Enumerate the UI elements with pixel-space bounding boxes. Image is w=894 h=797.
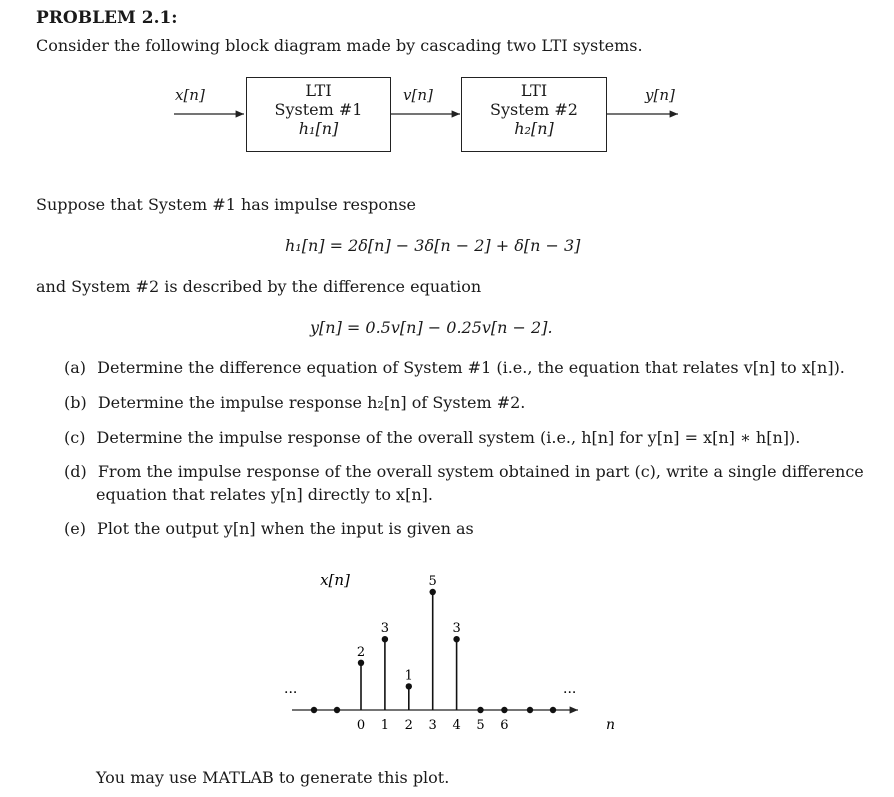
system1-line2: System #1 [274,100,363,119]
problem-title: PROBLEM 2.1: [36,8,178,28]
stem-signal-label: x[n] [320,571,350,589]
part-c-tag: (c) [64,428,86,447]
system2-line2: System #2 [490,100,578,119]
system2-line1: LTI [520,81,548,100]
part-e-tag: (e) [64,519,86,538]
stem-marker-0 [358,660,364,666]
zero-sample-right [527,707,533,713]
intro-text: Consider the following block diagram made by cascading two LTI systems. [36,36,643,55]
input-label: x[n] [175,86,205,104]
part-d-text: From the impulse response of the overall system obtained in part (c), write a single difference [97,462,864,481]
axis-label-n: n [606,717,616,733]
part-a-text: Determine the difference equation of System #1 (i.e., the equation that relates v[n] to x[n]). [97,358,845,377]
left-ellipsis: ··· [284,685,298,701]
stem-marker-6 [501,707,507,713]
stem-marker-2 [406,683,412,689]
stem-marker-5 [477,707,483,713]
system1-line1: LTI [305,81,332,100]
part-e-text: Plot the output y[n] when the input is given as [97,519,474,538]
equation-y: y[n] = 0.5v[n] − 0.25v[n − 2]. [310,318,553,337]
tick-label-0: 0 [356,718,366,733]
part-b-tag: (b) [64,393,87,412]
part-d-tag: (d) [64,462,87,481]
tick-label-2: 2 [404,718,413,733]
system2-line3: h₂[n] [514,119,554,138]
footer-text: You may use MATLAB to generate this plot. [96,768,450,787]
stem-value-label-4: 3 [452,621,461,637]
equation-h1: h₁[n] = 2δ[n] − 3δ[n − 2] + δ[n − 3] [285,236,581,255]
part-a-tag: (a) [64,358,87,377]
zero-sample-right [550,707,556,713]
zero-sample-left [311,707,317,713]
right-ellipsis: ··· [563,685,577,701]
part-d-text-2: equation that relates y[n] directly to x[n]. [96,485,433,504]
stem-marker-1 [382,636,388,642]
part-b-text: Determine the impulse response h₂[n] of System #2. [97,393,526,412]
stem-marker-3 [430,589,436,595]
part-c-text: Determine the impulse response of the overall system (i.e., h[n] for y[n] = x[n] ∗ h[n]). [96,428,801,447]
mid-label: v[n] [403,86,433,104]
stem-value-label-0: 2 [356,644,366,660]
output-label: y[n] [645,86,675,104]
tick-label-3: 3 [428,718,437,733]
tick-label-1: 1 [380,718,390,733]
system1-line3: h₁[n] [298,119,339,138]
tick-label-4: 4 [452,718,461,733]
tick-label-6: 6 [500,718,509,733]
stem-value-label-2: 1 [404,668,413,684]
zero-sample-left [334,707,340,713]
and-text: and System #2 is described by the difference equation [36,277,482,296]
stem-marker-4 [453,636,459,642]
stem-value-label-3: 5 [428,574,437,589]
suppose-text: Suppose that System #1 has impulse response [36,195,417,214]
tick-label-5: 5 [476,718,485,733]
stem-value-label-1: 3 [380,621,390,637]
